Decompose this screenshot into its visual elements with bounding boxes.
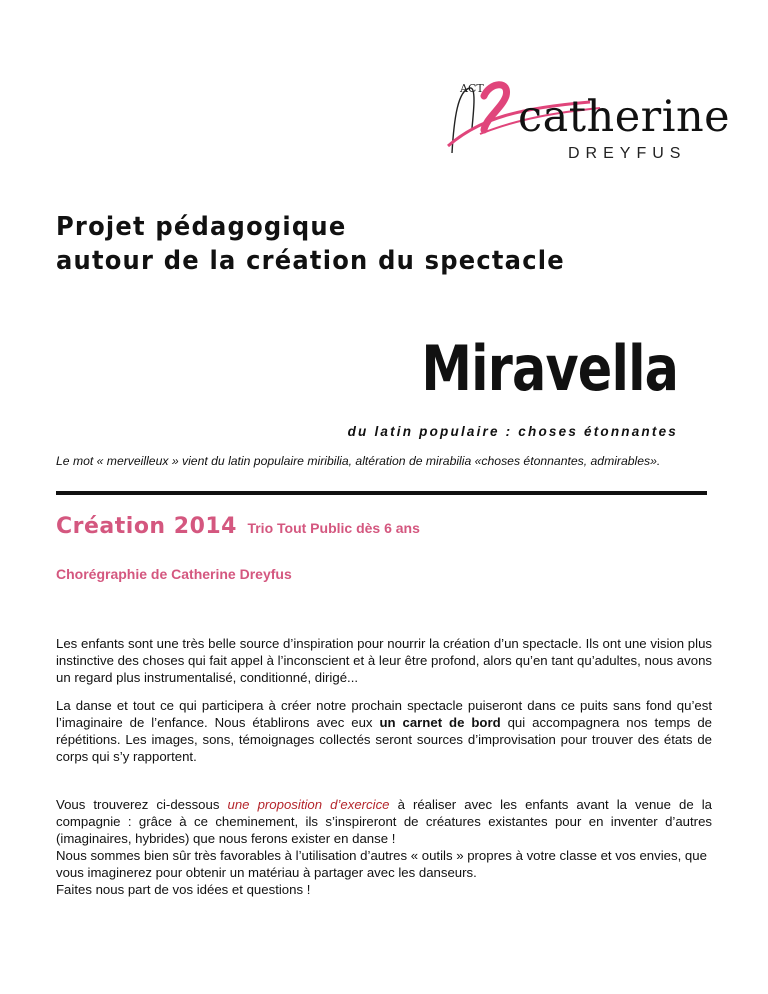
page-title: [56, 210, 565, 278]
title-line-2: autour de la création du spectacle: [56, 246, 565, 276]
logbook-paragraph: [56, 697, 712, 765]
intro-paragraph: Les enfants sont une très belle source d’inspiration pour nourrir la création d’un spectacle. Ils ont une vision plus instinctive des choses qui fait appel à l’inconscient et à leur être profond, alors qu’en tant qu’adultes, nous avons un regard plus instrumentalisé, conditionné, dirigé...: [56, 636, 712, 685]
company-logo: [440, 78, 731, 178]
creation-heading: [56, 514, 420, 539]
exercise-text-after: à réaliser avec les enfants avant la venue de la compagnie : grâce à ce cheminement, ils s’inspireront de créatures existantes pour en inventer d’autres (imaginaires, hybrides) que nous ferons exister en danse !: [56, 797, 713, 846]
logbook-bold-phrase: un carnet de bord: [379, 715, 501, 730]
etymology-note: Le mot « merveilleux » vient du latin populaire miribilia, altération de mirabilia «choses étonnantes, admirables».: [56, 454, 661, 468]
show-title: Miravella: [421, 332, 678, 405]
exercise-link[interactable]: une proposition d’exercice: [227, 797, 390, 812]
logo-surname: DREYFUS: [568, 145, 687, 162]
exercise-paragraph: [56, 796, 712, 898]
exercise-text-before: Vous trouverez ci-dessous: [56, 797, 228, 812]
section-divider: [56, 491, 707, 495]
logo-name: catherine: [518, 92, 731, 142]
exercise-line-2: Nous sommes bien sûr très favorables à l’utilisation d’autres « outils » propres à votre classe et vos envies, que vous imaginerez pour obtenir un matériau à partager avec les danseurs.: [56, 848, 707, 880]
logbook-text-before: La danse et tout ce qui participera à créer notre prochain spectacle puiseront dans ce puits sans fond qu’est l’imaginaire de l’enfance. Nous établirons avec eux: [56, 698, 712, 730]
exercise-line-1: [56, 796, 712, 847]
show-subtitle: du latin populaire : choses étonnantes: [347, 424, 678, 439]
creation-year: Création 2014: [56, 514, 237, 539]
exercise-line-3: Faites nous part de vos idées et questions !: [56, 882, 311, 897]
logo-act-text: ACT: [460, 82, 484, 95]
title-line-1: Projet pédagogique: [56, 212, 347, 242]
creation-audience: Trio Tout Public dès 6 ans: [247, 520, 420, 536]
logbook-text-after: qui accompagnera nos temps de répétitions. Les images, sons, témoignages collectés seront sources d’improvisation pour trouver des états de corps qui s’y rapportent.: [56, 715, 712, 764]
choreography-credit: Chorégraphie de Catherine Dreyfus: [56, 566, 292, 582]
